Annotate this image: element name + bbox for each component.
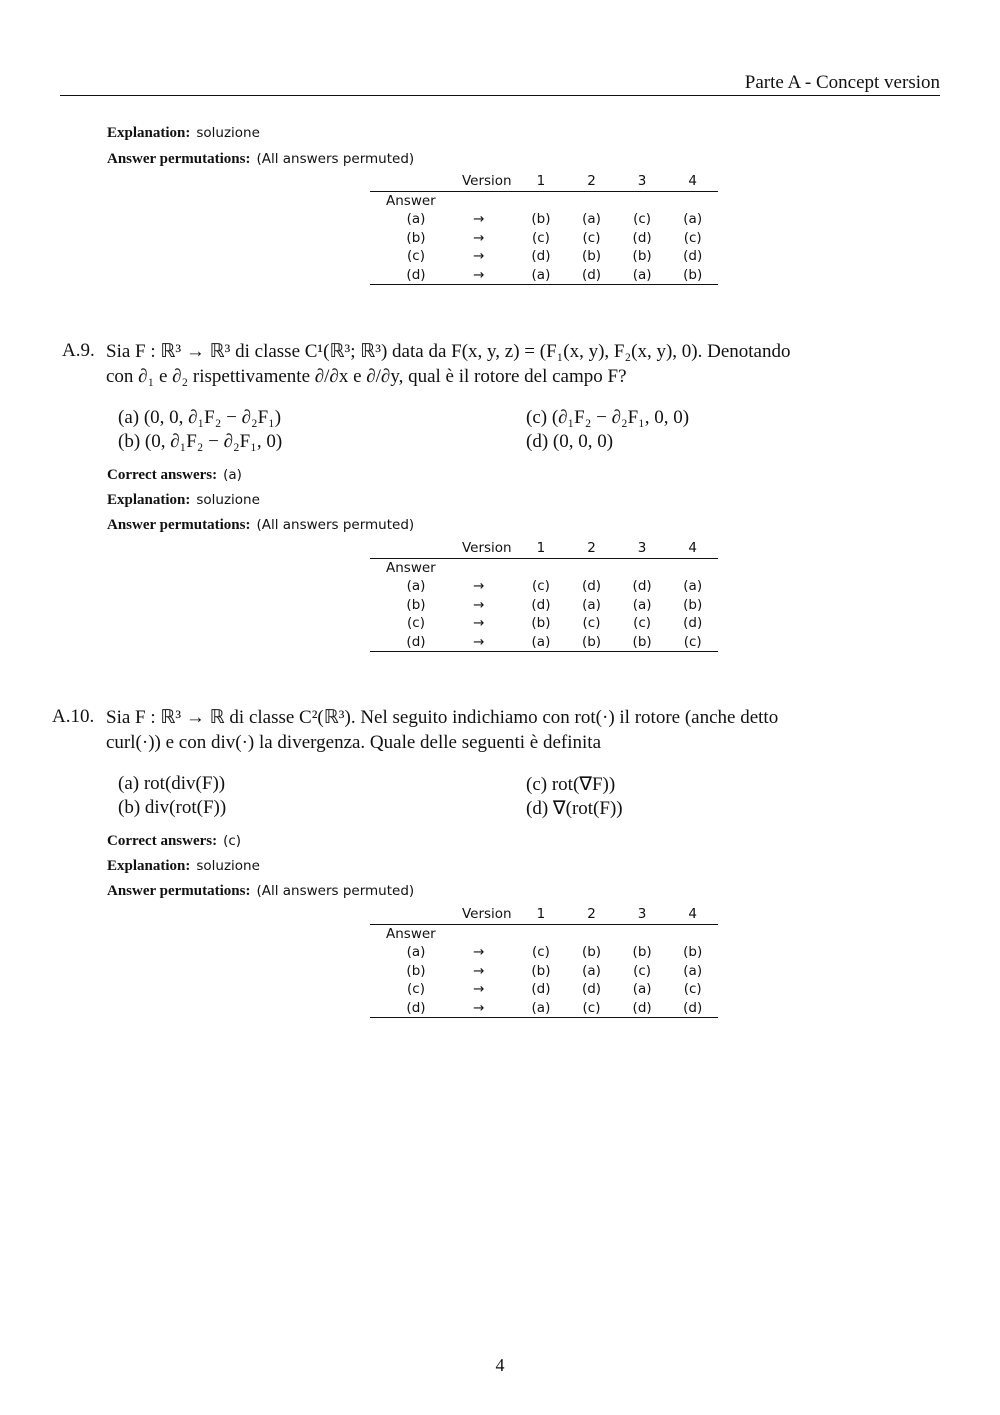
row-answer: (d) [370,266,462,285]
question-number: A.9. [62,340,95,361]
table-row [370,943,718,962]
version-col: 1 [516,172,567,191]
row-answer: (a) [406,578,426,595]
explanation-label: Explanation: [107,492,191,508]
cell: (d) [667,999,718,1018]
version-col: 4 [667,539,718,558]
row-answer: (c) [407,981,425,998]
option-c: (c) rot(∇F)) [526,774,616,795]
arrow: → [462,999,516,1018]
explanation-label: Explanation: [107,125,191,141]
row-answer: (a) [406,211,426,228]
explanation-line [107,492,260,509]
version-header: Version [462,905,516,924]
cell: (c) [633,962,652,979]
correct-answers-line [107,833,241,850]
option-a: (a) rot(div(F)) [118,773,226,794]
arrow: → [473,981,485,998]
question-text-line2: con ∂₁ e ∂₂ rispettivamente ∂/∂x e ∂/∂y, qual è il rotore del campo F? [106,366,627,387]
explanation-value: soluzione [196,125,260,141]
cell: (d) [581,981,602,998]
cell: (a) [632,981,652,998]
option-b: (b) (0, ∂₁F₂ − ∂₂F₁, 0) [118,431,283,452]
cell: (d) [581,578,602,595]
cell: (c) [683,229,702,246]
answer-permutations-label: Answer permutations: [107,517,251,533]
cell: (b) [531,615,551,632]
question-text-line2: curl(·)) e con div(·) la divergenza. Quale delle seguenti è definita [106,732,602,753]
cell: (c) [683,981,702,998]
cell: (b) [632,944,652,961]
cell: (c) [531,944,550,961]
cell: (d) [531,981,551,998]
version-col: 4 [667,905,718,924]
row-answer: (c) [407,248,425,265]
table-row [370,980,718,999]
answer-permutations-label: Answer permutations: [107,151,251,167]
arrow: → [473,944,485,961]
arrow: → [473,962,485,979]
arrow: → [473,615,485,632]
arrow: → [462,633,516,652]
cell: (b) [683,596,703,613]
table-row [370,247,718,266]
explanation-label: Explanation: [107,858,191,874]
cell: (b) [617,633,668,652]
cell: (a) [582,211,601,228]
correct-answers-line [107,467,242,484]
cell: (a) [683,578,703,595]
cell: (c) [566,999,617,1018]
table-row [370,266,718,285]
cell: (d) [566,266,617,285]
page-number: 4 [495,1355,505,1375]
option-c: (c) (∂₁F₂ − ∂₂F₁, 0, 0) [526,407,690,428]
correct-answers-value: (c) [223,833,242,849]
cell: (b) [531,962,551,979]
cell: (c) [667,633,718,652]
question-number: A.10. [52,706,95,727]
cell: (a) [632,596,652,613]
version-header: Version [462,539,516,558]
cell: (b) [531,211,551,228]
cell: (d) [531,596,551,613]
cell: (a) [516,633,567,652]
table-row [370,999,718,1018]
cell: (b) [632,248,652,265]
version-header: Version [462,172,516,191]
cell: (a) [582,596,601,613]
cell: (d) [632,578,652,595]
option-d: (d) ∇(rot(F)) [526,798,623,819]
cell: (b) [581,944,602,961]
table-row [370,633,718,652]
cell: (c) [531,578,550,595]
cell: (c) [531,229,550,246]
arrow: → [473,596,485,613]
cell: (a) [683,211,703,228]
explanation-value: soluzione [196,492,260,508]
cell: (c) [582,229,601,246]
arrow: → [473,229,485,246]
version-col: 3 [617,539,668,558]
answer-permutations-line [107,151,414,168]
version-col: 1 [516,539,567,558]
explanation-line [107,125,260,142]
cell: (a) [582,962,601,979]
explanation-value: soluzione [196,858,260,874]
header-title: Parte A - Concept version [744,72,940,93]
row-answer: (b) [406,962,426,979]
cell: (a) [516,999,567,1018]
version-col: 2 [566,172,617,191]
arrow: → [473,578,485,595]
permutation-table [370,905,718,1018]
arrow: → [473,211,485,228]
correct-answers-label: Correct answers: [107,467,218,483]
version-col: 3 [617,172,668,191]
cell: (c) [633,211,652,228]
version-col: 2 [566,539,617,558]
answer-header: Answer [386,925,436,942]
table-row [370,962,718,981]
arrow: → [473,248,485,265]
version-col: 2 [566,905,617,924]
version-col: 1 [516,905,567,924]
cell: (d) [683,615,703,632]
cell: (b) [581,248,602,265]
table-row [370,229,718,248]
permuted-note: (All answers permuted) [256,151,415,167]
correct-answers-value: (a) [223,467,242,483]
option-b: (b) div(rot(F)) [118,797,227,818]
answer-header: Answer [386,559,436,576]
table-row [370,596,718,615]
row-answer: (b) [406,596,426,613]
permutation-table [370,172,718,285]
table-row [370,577,718,596]
row-answer: (d) [370,999,462,1018]
cell: (d) [683,248,703,265]
table-row [370,614,718,633]
answer-permutations-line [107,883,414,900]
answer-permutations-label: Answer permutations: [107,883,251,899]
question-text-line1: Sia F : ℝ³ → ℝ³ di classe C¹(ℝ³; ℝ³) data da F(x, y, z) = (F₁(x, y), F₂(x, y), 0). Denotando [106,341,791,362]
permuted-note: (All answers permuted) [256,517,415,533]
cell: (b) [683,944,703,961]
permuted-note: (All answers permuted) [256,883,415,899]
correct-answers-label: Correct answers: [107,833,218,849]
cell: (c) [582,615,601,632]
row-answer: (b) [406,229,426,246]
permutation-table [370,539,718,652]
option-a: (a) (0, 0, ∂₁F₂ − ∂₂F₁) [118,407,282,428]
cell: (b) [566,633,617,652]
cell: (d) [531,248,551,265]
version-col: 3 [617,905,668,924]
explanation-line [107,858,260,875]
table-row [370,210,718,229]
question-text-line1: Sia F : ℝ³ → ℝ di classe C²(ℝ³). Nel seguito indichiamo con rot(·) il rotore (anche detto [106,707,779,728]
cell: (c) [633,615,652,632]
answer-permutations-line [107,517,414,534]
cell: (d) [632,229,652,246]
answer-header: Answer [386,192,436,209]
cell: (b) [667,266,718,285]
arrow: → [462,266,516,285]
row-answer: (a) [406,944,426,961]
cell: (d) [617,999,668,1018]
cell: (a) [516,266,567,285]
row-answer: (c) [407,615,425,632]
option-d: (d) (0, 0, 0) [526,431,614,452]
version-col: 4 [667,172,718,191]
row-answer: (d) [370,633,462,652]
cell: (a) [617,266,668,285]
cell: (a) [683,962,703,979]
running-header [60,70,940,96]
